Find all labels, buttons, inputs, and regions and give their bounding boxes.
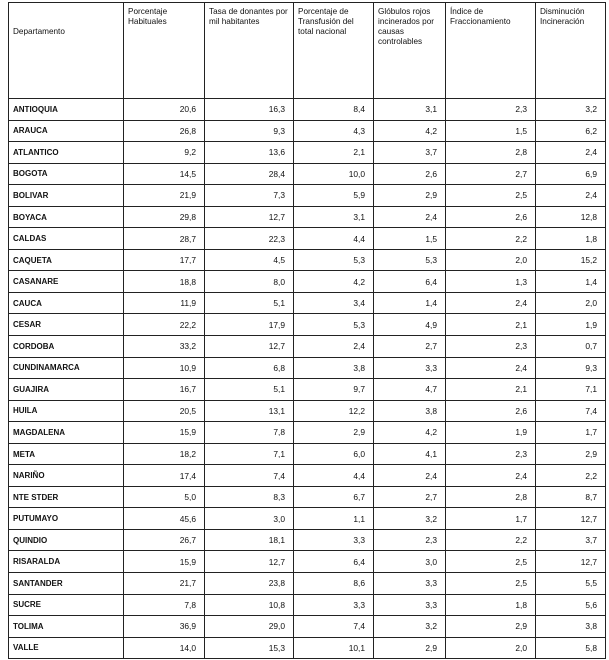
value-cell: 2,4 bbox=[536, 142, 606, 164]
value-cell: 14,0 bbox=[124, 637, 205, 659]
header-porcentaje-habituales: Porcentaje Habituales bbox=[124, 3, 205, 99]
value-cell: 3,3 bbox=[294, 594, 374, 616]
value-cell: 8,7 bbox=[536, 486, 606, 508]
value-cell: 7,1 bbox=[536, 379, 606, 401]
value-cell: 12,7 bbox=[205, 336, 294, 358]
value-cell: 4,3 bbox=[294, 120, 374, 142]
value-cell: 6,7 bbox=[294, 486, 374, 508]
value-cell: 2,7 bbox=[446, 163, 536, 185]
value-cell: 22,3 bbox=[205, 228, 294, 250]
table-row bbox=[9, 529, 606, 551]
value-cell: 9,3 bbox=[536, 357, 606, 379]
value-cell: 2,6 bbox=[446, 400, 536, 422]
table-row bbox=[9, 422, 606, 444]
table-row bbox=[9, 616, 606, 638]
value-cell: 2,4 bbox=[374, 465, 446, 487]
table-row bbox=[9, 271, 606, 293]
value-cell: 5,9 bbox=[294, 185, 374, 207]
value-cell: 3,3 bbox=[374, 357, 446, 379]
value-cell: 10,8 bbox=[205, 594, 294, 616]
table-row bbox=[9, 99, 606, 121]
value-cell: 15,3 bbox=[205, 637, 294, 659]
department-name-cell: CORDOBA bbox=[9, 336, 124, 358]
table-row bbox=[9, 249, 606, 271]
value-cell: 2,3 bbox=[446, 99, 536, 121]
value-cell: 5,1 bbox=[205, 379, 294, 401]
value-cell: 2,9 bbox=[536, 443, 606, 465]
department-name-cell: ATLANTICO bbox=[9, 142, 124, 164]
value-cell: 10,0 bbox=[294, 163, 374, 185]
value-cell: 2,4 bbox=[446, 292, 536, 314]
value-cell: 2,0 bbox=[536, 292, 606, 314]
table-row bbox=[9, 379, 606, 401]
department-name-cell: CESAR bbox=[9, 314, 124, 336]
value-cell: 10,1 bbox=[294, 637, 374, 659]
department-name-cell: TOLIMA bbox=[9, 616, 124, 638]
value-cell: 14,5 bbox=[124, 163, 205, 185]
value-cell: 33,2 bbox=[124, 336, 205, 358]
value-cell: 2,4 bbox=[374, 206, 446, 228]
value-cell: 2,0 bbox=[446, 637, 536, 659]
value-cell: 5,5 bbox=[536, 573, 606, 595]
value-cell: 1,7 bbox=[536, 422, 606, 444]
value-cell: 4,1 bbox=[374, 443, 446, 465]
value-cell: 2,4 bbox=[446, 357, 536, 379]
value-cell: 3,2 bbox=[374, 508, 446, 530]
value-cell: 6,0 bbox=[294, 443, 374, 465]
value-cell: 1,8 bbox=[446, 594, 536, 616]
table-header bbox=[9, 3, 606, 99]
value-cell: 17,7 bbox=[124, 249, 205, 271]
value-cell: 5,8 bbox=[536, 637, 606, 659]
value-cell: 2,4 bbox=[536, 185, 606, 207]
value-cell: 3,3 bbox=[294, 529, 374, 551]
department-name-cell: BOLIVAR bbox=[9, 185, 124, 207]
value-cell: 6,2 bbox=[536, 120, 606, 142]
value-cell: 2,1 bbox=[446, 379, 536, 401]
value-cell: 18,8 bbox=[124, 271, 205, 293]
value-cell: 3,8 bbox=[374, 400, 446, 422]
table-row bbox=[9, 443, 606, 465]
value-cell: 26,7 bbox=[124, 529, 205, 551]
value-cell: 18,1 bbox=[205, 529, 294, 551]
table-row bbox=[9, 336, 606, 358]
table-body bbox=[9, 99, 606, 659]
value-cell: 23,8 bbox=[205, 573, 294, 595]
value-cell: 2,5 bbox=[446, 573, 536, 595]
value-cell: 12,8 bbox=[536, 206, 606, 228]
value-cell: 2,2 bbox=[536, 465, 606, 487]
value-cell: 4,7 bbox=[374, 379, 446, 401]
department-name-cell: NTE STDER bbox=[9, 486, 124, 508]
value-cell: 4,4 bbox=[294, 228, 374, 250]
value-cell: 2,9 bbox=[446, 616, 536, 638]
value-cell: 10,9 bbox=[124, 357, 205, 379]
department-name-cell: SANTANDER bbox=[9, 573, 124, 595]
value-cell: 4,2 bbox=[374, 120, 446, 142]
value-cell: 11,9 bbox=[124, 292, 205, 314]
value-cell: 0,7 bbox=[536, 336, 606, 358]
value-cell: 1,3 bbox=[446, 271, 536, 293]
value-cell: 1,4 bbox=[536, 271, 606, 293]
value-cell: 2,4 bbox=[294, 336, 374, 358]
table-row bbox=[9, 465, 606, 487]
value-cell: 6,8 bbox=[205, 357, 294, 379]
value-cell: 9,3 bbox=[205, 120, 294, 142]
value-cell: 28,7 bbox=[124, 228, 205, 250]
value-cell: 8,0 bbox=[205, 271, 294, 293]
header-departamento: Departamento bbox=[9, 3, 124, 99]
value-cell: 17,9 bbox=[205, 314, 294, 336]
value-cell: 3,0 bbox=[205, 508, 294, 530]
value-cell: 29,0 bbox=[205, 616, 294, 638]
table-row bbox=[9, 400, 606, 422]
value-cell: 17,4 bbox=[124, 465, 205, 487]
department-name-cell: HUILA bbox=[9, 400, 124, 422]
department-name-cell: BOGOTA bbox=[9, 163, 124, 185]
value-cell: 26,8 bbox=[124, 120, 205, 142]
value-cell: 3,3 bbox=[374, 573, 446, 595]
value-cell: 12,7 bbox=[536, 551, 606, 573]
table-row bbox=[9, 508, 606, 530]
department-name-cell: ANTIOQUIA bbox=[9, 99, 124, 121]
value-cell: 3,7 bbox=[536, 529, 606, 551]
value-cell: 15,2 bbox=[536, 249, 606, 271]
table-row bbox=[9, 142, 606, 164]
value-cell: 2,0 bbox=[446, 249, 536, 271]
department-name-cell: BOYACA bbox=[9, 206, 124, 228]
value-cell: 3,2 bbox=[374, 616, 446, 638]
table-row bbox=[9, 551, 606, 573]
value-cell: 2,6 bbox=[374, 163, 446, 185]
value-cell: 4,2 bbox=[294, 271, 374, 293]
value-cell: 4,2 bbox=[374, 422, 446, 444]
value-cell: 3,1 bbox=[374, 99, 446, 121]
value-cell: 6,4 bbox=[374, 271, 446, 293]
value-cell: 1,4 bbox=[374, 292, 446, 314]
value-cell: 9,2 bbox=[124, 142, 205, 164]
table-row bbox=[9, 486, 606, 508]
value-cell: 2,7 bbox=[374, 486, 446, 508]
value-cell: 2,4 bbox=[446, 465, 536, 487]
value-cell: 2,5 bbox=[446, 185, 536, 207]
value-cell: 7,4 bbox=[294, 616, 374, 638]
table-row bbox=[9, 314, 606, 336]
value-cell: 7,8 bbox=[205, 422, 294, 444]
table-row bbox=[9, 594, 606, 616]
value-cell: 5,3 bbox=[374, 249, 446, 271]
department-name-cell: CAUCA bbox=[9, 292, 124, 314]
value-cell: 2,6 bbox=[446, 206, 536, 228]
value-cell: 1,1 bbox=[294, 508, 374, 530]
value-cell: 13,6 bbox=[205, 142, 294, 164]
value-cell: 4,5 bbox=[205, 249, 294, 271]
value-cell: 2,3 bbox=[446, 443, 536, 465]
value-cell: 3,3 bbox=[374, 594, 446, 616]
value-cell: 8,4 bbox=[294, 99, 374, 121]
value-cell: 16,7 bbox=[124, 379, 205, 401]
value-cell: 5,6 bbox=[536, 594, 606, 616]
value-cell: 7,4 bbox=[536, 400, 606, 422]
department-name-cell: ARAUCA bbox=[9, 120, 124, 142]
value-cell: 3,4 bbox=[294, 292, 374, 314]
department-name-cell: RISARALDA bbox=[9, 551, 124, 573]
value-cell: 7,8 bbox=[124, 594, 205, 616]
value-cell: 1,5 bbox=[446, 120, 536, 142]
value-cell: 13,1 bbox=[205, 400, 294, 422]
value-cell: 3,1 bbox=[294, 206, 374, 228]
value-cell: 22,2 bbox=[124, 314, 205, 336]
department-name-cell: VALLE bbox=[9, 637, 124, 659]
value-cell: 12,7 bbox=[205, 551, 294, 573]
table-row bbox=[9, 185, 606, 207]
header-indice-fraccionamiento: Índice de Fraccionamiento bbox=[446, 3, 536, 99]
value-cell: 20,5 bbox=[124, 400, 205, 422]
value-cell: 7,1 bbox=[205, 443, 294, 465]
department-name-cell: MAGDALENA bbox=[9, 422, 124, 444]
header-row bbox=[9, 3, 606, 99]
value-cell: 7,3 bbox=[205, 185, 294, 207]
department-name-cell: CAQUETA bbox=[9, 249, 124, 271]
value-cell: 9,7 bbox=[294, 379, 374, 401]
table-row bbox=[9, 357, 606, 379]
value-cell: 4,9 bbox=[374, 314, 446, 336]
data-table-container bbox=[8, 2, 605, 659]
value-cell: 2,2 bbox=[446, 529, 536, 551]
value-cell: 12,2 bbox=[294, 400, 374, 422]
value-cell: 1,9 bbox=[536, 314, 606, 336]
value-cell: 5,3 bbox=[294, 249, 374, 271]
value-cell: 5,0 bbox=[124, 486, 205, 508]
value-cell: 2,8 bbox=[446, 486, 536, 508]
value-cell: 21,7 bbox=[124, 573, 205, 595]
value-cell: 3,8 bbox=[536, 616, 606, 638]
value-cell: 8,3 bbox=[205, 486, 294, 508]
department-name-cell: NARIÑO bbox=[9, 465, 124, 487]
value-cell: 1,8 bbox=[536, 228, 606, 250]
table-row bbox=[9, 637, 606, 659]
table-row bbox=[9, 206, 606, 228]
value-cell: 1,9 bbox=[446, 422, 536, 444]
value-cell: 4,4 bbox=[294, 465, 374, 487]
value-cell: 2,5 bbox=[446, 551, 536, 573]
value-cell: 29,8 bbox=[124, 206, 205, 228]
value-cell: 21,9 bbox=[124, 185, 205, 207]
department-name-cell: PUTUMAYO bbox=[9, 508, 124, 530]
value-cell: 5,1 bbox=[205, 292, 294, 314]
value-cell: 2,9 bbox=[294, 422, 374, 444]
value-cell: 3,0 bbox=[374, 551, 446, 573]
value-cell: 15,9 bbox=[124, 551, 205, 573]
value-cell: 2,8 bbox=[446, 142, 536, 164]
value-cell: 20,6 bbox=[124, 99, 205, 121]
value-cell: 2,9 bbox=[374, 185, 446, 207]
value-cell: 3,8 bbox=[294, 357, 374, 379]
value-cell: 8,6 bbox=[294, 573, 374, 595]
department-name-cell: SUCRE bbox=[9, 594, 124, 616]
value-cell: 7,4 bbox=[205, 465, 294, 487]
value-cell: 6,4 bbox=[294, 551, 374, 573]
value-cell: 15,9 bbox=[124, 422, 205, 444]
department-name-cell: META bbox=[9, 443, 124, 465]
header-globulos-incinerados: Glóbulos rojos incinerados por causas controlables bbox=[374, 3, 446, 99]
table-row bbox=[9, 292, 606, 314]
value-cell: 3,7 bbox=[374, 142, 446, 164]
value-cell: 6,9 bbox=[536, 163, 606, 185]
value-cell: 1,5 bbox=[374, 228, 446, 250]
table-row bbox=[9, 573, 606, 595]
value-cell: 12,7 bbox=[205, 206, 294, 228]
value-cell: 2,3 bbox=[446, 336, 536, 358]
value-cell: 2,7 bbox=[374, 336, 446, 358]
value-cell: 18,2 bbox=[124, 443, 205, 465]
value-cell: 1,7 bbox=[446, 508, 536, 530]
table-row bbox=[9, 163, 606, 185]
value-cell: 28,4 bbox=[205, 163, 294, 185]
value-cell: 2,1 bbox=[446, 314, 536, 336]
value-cell: 2,9 bbox=[374, 637, 446, 659]
department-name-cell: CUNDINAMARCA bbox=[9, 357, 124, 379]
value-cell: 2,1 bbox=[294, 142, 374, 164]
value-cell: 2,2 bbox=[446, 228, 536, 250]
department-statistics-table bbox=[8, 2, 606, 659]
department-name-cell: CASANARE bbox=[9, 271, 124, 293]
department-name-cell: GUAJIRA bbox=[9, 379, 124, 401]
value-cell: 5,3 bbox=[294, 314, 374, 336]
department-name-cell: QUINDIO bbox=[9, 529, 124, 551]
header-tasa-donantes: Tasa de donantes por mil habitantes bbox=[205, 3, 294, 99]
value-cell: 12,7 bbox=[536, 508, 606, 530]
header-disminucion-incineracion: Disminución Incineración bbox=[536, 3, 606, 99]
value-cell: 45,6 bbox=[124, 508, 205, 530]
header-porcentaje-transfusion: Porcentaje de Transfusión del total nacional bbox=[294, 3, 374, 99]
value-cell: 2,3 bbox=[374, 529, 446, 551]
table-row bbox=[9, 228, 606, 250]
value-cell: 36,9 bbox=[124, 616, 205, 638]
value-cell: 16,3 bbox=[205, 99, 294, 121]
table-row bbox=[9, 120, 606, 142]
value-cell: 3,2 bbox=[536, 99, 606, 121]
department-name-cell: CALDAS bbox=[9, 228, 124, 250]
